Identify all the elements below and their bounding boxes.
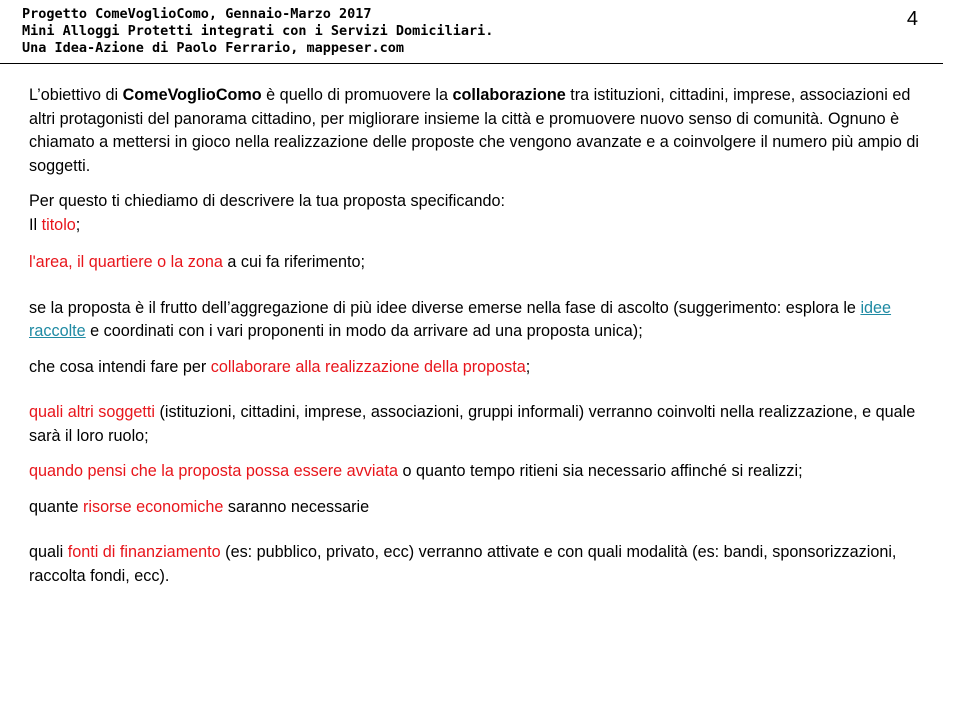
subjects-highlight: quali altri soggetti [29, 403, 155, 421]
area-highlight: l'area, il quartiere o la zona [29, 253, 223, 271]
collaborate-highlight: collaborare alla realizzazione della proposta [210, 357, 526, 376]
resources-highlight: risorse economiche [83, 497, 224, 516]
header-line-3: Una Idea-Azione di Paolo Ferrario, mappeser.com [22, 40, 405, 56]
resources-text-1: quante [29, 497, 84, 516]
funding-text-2: (es: pubblico, privato, ecc) verranno attivate e con quali modalità (es: bandi, sponsorizzazioni, raccolta fondi, ecc). [29, 543, 897, 585]
brand-name: ComeVoglioComo [122, 86, 262, 104]
timing-text: o quanto tempo ritieni sia necessario affinché si realizzi; [397, 462, 803, 480]
idee-raccolte-link[interactable]: idee raccolte [29, 298, 892, 340]
subjects-text: (istituzioni, cittadini, imprese, associazioni, gruppi informali) verranno coinvolti nella realizzazione, e quale sarà il loro ruolo; [29, 403, 916, 445]
area-text: a cui fa riferimento; [222, 253, 366, 271]
request-paragraph [29, 190, 929, 237]
funding-text-1: quali [29, 543, 68, 561]
intro-text-2: è quello di promuovere la [261, 86, 453, 104]
header-line-1: Progetto ComeVoglioComo, Gennaio-Marzo 2017 [22, 6, 372, 22]
slide-body [29, 84, 929, 600]
item-area [29, 251, 929, 275]
intro-paragraph [29, 84, 929, 178]
title-suffix: ; [75, 215, 81, 234]
request-intro: Per questo ti chiediamo di descrivere la tua proposta specificando: [29, 192, 505, 210]
item-subjects [29, 401, 929, 448]
page-number: 4 [906, 8, 918, 30]
collaborate-text-1: che cosa intendi fare per [29, 357, 211, 376]
funding-highlight: fonti di finanziamento [67, 543, 221, 561]
item-timing [29, 460, 929, 484]
title-highlight: titolo [41, 215, 76, 234]
header-line-2: Mini Alloggi Protetti integrati con i Servizi Domiciliari. [22, 23, 494, 39]
collaborate-text-2: ; [525, 357, 531, 376]
item-funding [29, 541, 929, 588]
title-prefix: Il [29, 215, 42, 234]
aggregation-text-1: se la proposta è il frutto dell’aggregazione di più idee diverse emerse nella fase di ascolto (suggerimento: esplora le [29, 298, 861, 317]
item-aggregation [29, 297, 929, 344]
aggregation-text-2: e coordinati con i vari proponenti in modo da arrivare ad una proposta unica); [85, 322, 643, 340]
intro-text-1: L’obiettivo di [29, 86, 123, 104]
resources-text-2: saranno necessarie [223, 497, 370, 516]
keyword-collaborazione: collaborazione [452, 86, 566, 104]
timing-highlight: quando pensi che la proposta possa essere avviata [29, 462, 398, 480]
intro-text-3: tra istituzioni, cittadini, imprese, associazioni ed altri protagonisti del panorama cittadino, per migliorare insieme la città e promuovere nuovo senso di comunità. Ognuno è chiamato a mettersi in gioco nella realizzazione delle proposte che vengono avanzate e a coinvolgere il numero più ampio di soggetti. [29, 86, 919, 175]
header-divider [0, 63, 943, 64]
item-collaborate [29, 356, 929, 380]
item-resources [29, 496, 929, 520]
slide-header [22, 6, 922, 57]
